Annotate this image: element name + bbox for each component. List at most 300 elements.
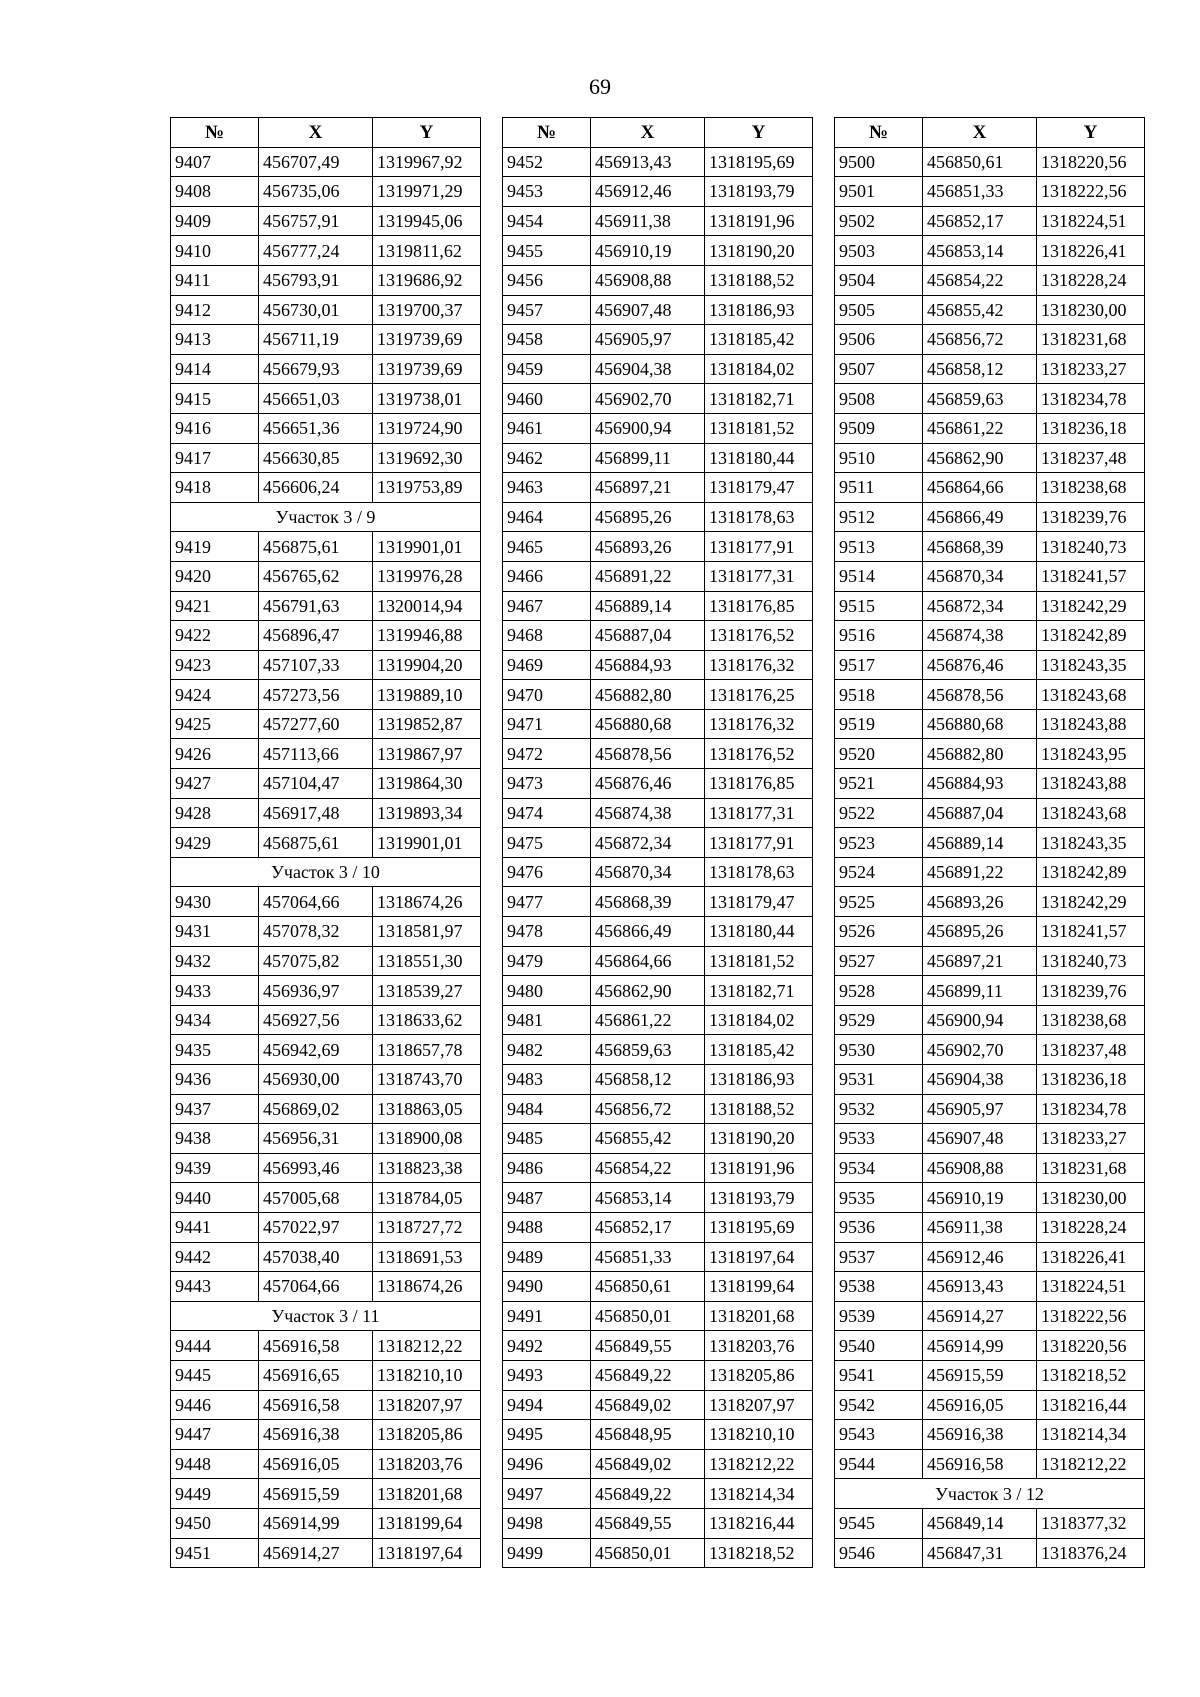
y-coordinate-cell: 1318243,68 [1037,798,1145,828]
point-number-cell: 9428 [171,798,259,828]
point-number-cell: 9448 [171,1449,259,1479]
point-number-cell: 9446 [171,1390,259,1420]
x-coordinate-cell: 456884,93 [923,769,1037,799]
table-row [503,1390,813,1420]
x-coordinate-cell: 456910,19 [923,1183,1037,1213]
y-coordinate-cell: 1318234,78 [1037,384,1145,414]
table-row [835,621,1145,651]
point-number-cell: 9452 [503,147,591,177]
y-coordinate-cell: 1318784,05 [373,1183,481,1213]
x-coordinate-cell: 456765,62 [259,561,373,591]
y-coordinate-cell: 1318242,89 [1037,857,1145,887]
x-coordinate-cell: 456852,17 [591,1212,705,1242]
table-row [503,798,813,828]
x-coordinate-cell: 456711,19 [259,325,373,355]
point-number-cell: 9477 [503,887,591,917]
table-row [503,1360,813,1390]
point-number-cell: 9535 [835,1183,923,1213]
point-number-cell: 9523 [835,828,923,858]
table-row [171,946,481,976]
x-coordinate-cell: 456887,04 [591,621,705,651]
x-coordinate-cell: 456956,31 [259,1124,373,1154]
y-coordinate-cell: 1318195,69 [705,147,813,177]
y-coordinate-cell: 1318185,42 [705,325,813,355]
y-coordinate-cell: 1318243,88 [1037,709,1145,739]
x-coordinate-cell: 456848,95 [591,1420,705,1450]
table-row [171,1508,481,1538]
x-coordinate-cell: 456849,22 [591,1360,705,1390]
x-coordinate-cell: 456895,26 [923,917,1037,947]
point-number-cell: 9407 [171,147,259,177]
point-number-cell: 9450 [171,1508,259,1538]
point-number-cell: 9481 [503,1005,591,1035]
x-coordinate-cell: 456866,49 [923,502,1037,532]
y-coordinate-cell: 1318691,53 [373,1242,481,1272]
coordinates-table-3 [834,117,1145,1568]
y-coordinate-cell: 1318222,56 [1037,1301,1145,1331]
y-coordinate-cell: 1318230,00 [1037,1183,1145,1213]
y-coordinate-cell: 1318220,56 [1037,147,1145,177]
x-coordinate-cell: 456850,01 [591,1301,705,1331]
table-row [503,1212,813,1242]
table-row [503,473,813,503]
y-coordinate-cell: 1318180,44 [705,917,813,947]
y-coordinate-cell: 1318205,86 [373,1420,481,1450]
table-row [503,1508,813,1538]
x-coordinate-cell: 456861,22 [923,413,1037,443]
point-number-cell: 9506 [835,325,923,355]
header-number: № [835,118,923,148]
point-number-cell: 9515 [835,591,923,621]
y-coordinate-cell: 1318201,68 [705,1301,813,1331]
table-row [835,1005,1145,1035]
table-row [835,680,1145,710]
table-row [835,265,1145,295]
y-coordinate-cell: 1318657,78 [373,1035,481,1065]
table-row [171,1449,481,1479]
point-number-cell: 9419 [171,532,259,562]
x-coordinate-cell: 456868,39 [591,887,705,917]
x-coordinate-cell: 456930,00 [259,1065,373,1095]
y-coordinate-cell: 1318239,76 [1037,976,1145,1006]
table-row [171,1242,481,1272]
x-coordinate-cell: 456905,97 [923,1094,1037,1124]
x-coordinate-cell: 456853,14 [591,1183,705,1213]
x-coordinate-cell: 456855,42 [591,1124,705,1154]
table-row [171,532,481,562]
table-row [835,502,1145,532]
table-row [503,739,813,769]
point-number-cell: 9478 [503,917,591,947]
table-row [171,1479,481,1509]
point-number-cell: 9505 [835,295,923,325]
y-coordinate-cell: 1319739,69 [373,325,481,355]
y-coordinate-cell: 1318214,34 [1037,1420,1145,1450]
table-row [835,147,1145,177]
x-coordinate-cell: 456912,46 [923,1242,1037,1272]
table-row [171,828,481,858]
point-number-cell: 9461 [503,413,591,443]
table-row [835,1124,1145,1154]
table-row [835,1272,1145,1302]
x-coordinate-cell: 456875,61 [259,828,373,858]
x-coordinate-cell: 456908,88 [923,1153,1037,1183]
x-coordinate-cell: 456862,90 [923,443,1037,473]
y-coordinate-cell: 1318193,79 [705,177,813,207]
table-row [503,887,813,917]
point-number-cell: 9495 [503,1420,591,1450]
y-coordinate-cell: 1318238,68 [1037,1005,1145,1035]
x-coordinate-cell: 456870,34 [591,857,705,887]
point-number-cell: 9494 [503,1390,591,1420]
y-coordinate-cell: 1319901,01 [373,532,481,562]
x-coordinate-cell: 456882,80 [591,680,705,710]
table-row [835,917,1145,947]
point-number-cell: 9503 [835,236,923,266]
y-coordinate-cell: 1319889,10 [373,680,481,710]
table-row [835,946,1145,976]
section-row [171,857,481,887]
y-coordinate-cell: 1318207,97 [705,1390,813,1420]
x-coordinate-cell: 456916,05 [923,1390,1037,1420]
table-row [835,1508,1145,1538]
table-row [171,1360,481,1390]
x-coordinate-cell: 457273,56 [259,680,373,710]
section-row [171,502,481,532]
y-coordinate-cell: 1318224,51 [1037,1272,1145,1302]
point-number-cell: 9439 [171,1153,259,1183]
y-coordinate-cell: 1318727,72 [373,1212,481,1242]
x-coordinate-cell: 456927,56 [259,1005,373,1035]
y-coordinate-cell: 1318176,32 [705,709,813,739]
x-coordinate-cell: 456884,93 [591,650,705,680]
x-coordinate-cell: 456875,61 [259,532,373,562]
y-coordinate-cell: 1319946,88 [373,621,481,651]
table-row [503,769,813,799]
table-row [835,1153,1145,1183]
table-row [503,1538,813,1568]
x-coordinate-cell: 456899,11 [591,443,705,473]
y-coordinate-cell: 1318242,29 [1037,591,1145,621]
x-coordinate-cell: 456913,43 [923,1272,1037,1302]
table-row [171,591,481,621]
x-coordinate-cell: 456887,04 [923,798,1037,828]
point-number-cell: 9538 [835,1272,923,1302]
y-coordinate-cell: 1318220,56 [1037,1331,1145,1361]
table-row [835,1183,1145,1213]
table-row [835,561,1145,591]
header-number: № [503,118,591,148]
y-coordinate-cell: 1319893,34 [373,798,481,828]
x-coordinate-cell: 457038,40 [259,1242,373,1272]
x-coordinate-cell: 456855,42 [923,295,1037,325]
x-coordinate-cell: 456852,17 [923,206,1037,236]
table-row [503,384,813,414]
x-coordinate-cell: 457104,47 [259,769,373,799]
point-number-cell: 9453 [503,177,591,207]
section-row [835,1479,1145,1509]
table-row [835,887,1145,917]
point-number-cell: 9463 [503,473,591,503]
x-coordinate-cell: 456993,46 [259,1153,373,1183]
table-row [171,354,481,384]
table-row [171,680,481,710]
point-number-cell: 9431 [171,917,259,947]
coordinates-table-1 [170,117,481,1568]
y-coordinate-cell: 1318191,96 [705,1153,813,1183]
y-coordinate-cell: 1318185,42 [705,1035,813,1065]
x-coordinate-cell: 456910,19 [591,236,705,266]
table-row [835,532,1145,562]
table-row [503,1035,813,1065]
table-row [835,177,1145,207]
point-number-cell: 9429 [171,828,259,858]
table-row [503,1242,813,1272]
point-number-cell: 9445 [171,1360,259,1390]
point-number-cell: 9480 [503,976,591,1006]
point-number-cell: 9493 [503,1360,591,1390]
x-coordinate-cell: 456858,12 [591,1065,705,1095]
point-number-cell: 9525 [835,887,923,917]
table-row [503,591,813,621]
point-number-cell: 9432 [171,946,259,976]
x-coordinate-cell: 456777,24 [259,236,373,266]
table-row [835,591,1145,621]
x-coordinate-cell: 456679,93 [259,354,373,384]
table-row [835,1035,1145,1065]
point-number-cell: 9526 [835,917,923,947]
y-coordinate-cell: 1319867,97 [373,739,481,769]
point-number-cell: 9485 [503,1124,591,1154]
x-coordinate-cell: 456847,31 [923,1538,1037,1568]
x-coordinate-cell: 456864,66 [591,946,705,976]
point-number-cell: 9500 [835,147,923,177]
y-coordinate-cell: 1319753,89 [373,473,481,503]
point-number-cell: 9464 [503,502,591,532]
point-number-cell: 9498 [503,1508,591,1538]
table-row [171,1153,481,1183]
x-coordinate-cell: 456916,58 [259,1390,373,1420]
point-number-cell: 9421 [171,591,259,621]
y-coordinate-cell: 1318186,93 [705,295,813,325]
table-row [171,1124,481,1154]
table-row [835,1360,1145,1390]
section-title: Участок 3 / 10 [171,857,481,887]
table-row [503,857,813,887]
x-coordinate-cell: 456889,14 [923,828,1037,858]
point-number-cell: 9410 [171,236,259,266]
table-row [835,798,1145,828]
y-coordinate-cell: 1319739,69 [373,354,481,384]
x-coordinate-cell: 457113,66 [259,739,373,769]
y-coordinate-cell: 1318238,68 [1037,473,1145,503]
point-number-cell: 9539 [835,1301,923,1331]
x-coordinate-cell: 456896,47 [259,621,373,651]
y-coordinate-cell: 1319700,37 [373,295,481,325]
point-number-cell: 9424 [171,680,259,710]
table-row [503,265,813,295]
table-row [171,265,481,295]
y-coordinate-cell: 1319976,28 [373,561,481,591]
x-coordinate-cell: 456876,46 [923,650,1037,680]
table-row [503,1479,813,1509]
table-row [171,650,481,680]
y-coordinate-cell: 1318226,41 [1037,1242,1145,1272]
point-number-cell: 9509 [835,413,923,443]
x-coordinate-cell: 456876,46 [591,769,705,799]
point-number-cell: 9524 [835,857,923,887]
y-coordinate-cell: 1318203,76 [705,1331,813,1361]
x-coordinate-cell: 456914,99 [259,1508,373,1538]
x-coordinate-cell: 456904,38 [591,354,705,384]
point-number-cell: 9425 [171,709,259,739]
point-number-cell: 9420 [171,561,259,591]
table-row [835,206,1145,236]
point-number-cell: 9415 [171,384,259,414]
y-coordinate-cell: 1318190,20 [705,236,813,266]
table-row [171,709,481,739]
y-coordinate-cell: 1318178,63 [705,857,813,887]
x-coordinate-cell: 456897,21 [923,946,1037,976]
x-coordinate-cell: 456791,63 [259,591,373,621]
x-coordinate-cell: 456914,27 [259,1538,373,1568]
table-row [503,502,813,532]
y-coordinate-cell: 1318184,02 [705,354,813,384]
point-number-cell: 9413 [171,325,259,355]
point-number-cell: 9545 [835,1508,923,1538]
point-number-cell: 9513 [835,532,923,562]
y-coordinate-cell: 1318233,27 [1037,354,1145,384]
table-row [503,1183,813,1213]
y-coordinate-cell: 1318212,22 [1037,1449,1145,1479]
table-row [503,1153,813,1183]
point-number-cell: 9508 [835,384,923,414]
table-row [835,473,1145,503]
point-number-cell: 9462 [503,443,591,473]
y-coordinate-cell: 1318210,10 [705,1420,813,1450]
x-coordinate-cell: 456853,14 [923,236,1037,266]
x-coordinate-cell: 456942,69 [259,1035,373,1065]
table-row [171,739,481,769]
point-number-cell: 9540 [835,1331,923,1361]
point-number-cell: 9497 [503,1479,591,1509]
y-coordinate-cell: 1319724,90 [373,413,481,443]
x-coordinate-cell: 456851,33 [591,1242,705,1272]
y-coordinate-cell: 1318237,48 [1037,443,1145,473]
point-number-cell: 9501 [835,177,923,207]
point-number-cell: 9530 [835,1035,923,1065]
point-number-cell: 9414 [171,354,259,384]
point-number-cell: 9476 [503,857,591,887]
table-row [171,769,481,799]
x-coordinate-cell: 456902,70 [591,384,705,414]
x-coordinate-cell: 456916,05 [259,1449,373,1479]
table-row [835,443,1145,473]
x-coordinate-cell: 456900,94 [923,1005,1037,1035]
x-coordinate-cell: 456915,59 [259,1479,373,1509]
section-title: Участок 3 / 12 [835,1479,1145,1509]
point-number-cell: 9470 [503,680,591,710]
y-coordinate-cell: 1318900,08 [373,1124,481,1154]
y-coordinate-cell: 1318243,35 [1037,650,1145,680]
point-number-cell: 9433 [171,976,259,1006]
y-coordinate-cell: 1318236,18 [1037,1065,1145,1095]
point-number-cell: 9521 [835,769,923,799]
point-number-cell: 9459 [503,354,591,384]
x-coordinate-cell: 456849,02 [591,1449,705,1479]
point-number-cell: 9504 [835,265,923,295]
y-coordinate-cell: 1318182,71 [705,384,813,414]
x-coordinate-cell: 456907,48 [923,1124,1037,1154]
y-coordinate-cell: 1318243,68 [1037,680,1145,710]
point-number-cell: 9528 [835,976,923,1006]
header-y: Y [1037,118,1145,148]
y-coordinate-cell: 1318212,22 [373,1331,481,1361]
table-row [171,1065,481,1095]
table-header-row [503,118,813,148]
table-row [835,1212,1145,1242]
table-row [503,1420,813,1450]
y-coordinate-cell: 1318233,27 [1037,1124,1145,1154]
x-coordinate-cell: 456915,59 [923,1360,1037,1390]
table-row [171,1420,481,1450]
table-row [171,887,481,917]
point-number-cell: 9442 [171,1242,259,1272]
point-number-cell: 9416 [171,413,259,443]
point-number-cell: 9423 [171,650,259,680]
point-number-cell: 9489 [503,1242,591,1272]
point-number-cell: 9512 [835,502,923,532]
x-coordinate-cell: 456900,94 [591,413,705,443]
x-coordinate-cell: 456850,61 [923,147,1037,177]
point-number-cell: 9487 [503,1183,591,1213]
y-coordinate-cell: 1318188,52 [705,1094,813,1124]
y-coordinate-cell: 1318176,85 [705,591,813,621]
table-row [835,769,1145,799]
x-coordinate-cell: 456757,91 [259,206,373,236]
y-coordinate-cell: 1318176,25 [705,680,813,710]
point-number-cell: 9465 [503,532,591,562]
table-row [171,1035,481,1065]
point-number-cell: 9447 [171,1420,259,1450]
y-coordinate-cell: 1318236,18 [1037,413,1145,443]
y-coordinate-cell: 1318180,44 [705,443,813,473]
table-row [835,236,1145,266]
x-coordinate-cell: 457075,82 [259,946,373,976]
y-coordinate-cell: 1318179,47 [705,887,813,917]
table-row [503,1331,813,1361]
y-coordinate-cell: 1318240,73 [1037,946,1145,976]
header-y: Y [705,118,813,148]
table-row [835,1331,1145,1361]
y-coordinate-cell: 1318222,56 [1037,177,1145,207]
table-row [835,1449,1145,1479]
y-coordinate-cell: 1318243,35 [1037,828,1145,858]
y-coordinate-cell: 1318193,79 [705,1183,813,1213]
x-coordinate-cell: 456874,38 [923,621,1037,651]
y-coordinate-cell: 1318207,97 [373,1390,481,1420]
y-coordinate-cell: 1318823,38 [373,1153,481,1183]
y-coordinate-cell: 1319852,87 [373,709,481,739]
table-row [835,295,1145,325]
y-coordinate-cell: 1319738,01 [373,384,481,414]
point-number-cell: 9417 [171,443,259,473]
table-row [171,325,481,355]
point-number-cell: 9517 [835,650,923,680]
table-row [835,1242,1145,1272]
y-coordinate-cell: 1318191,96 [705,206,813,236]
point-number-cell: 9488 [503,1212,591,1242]
